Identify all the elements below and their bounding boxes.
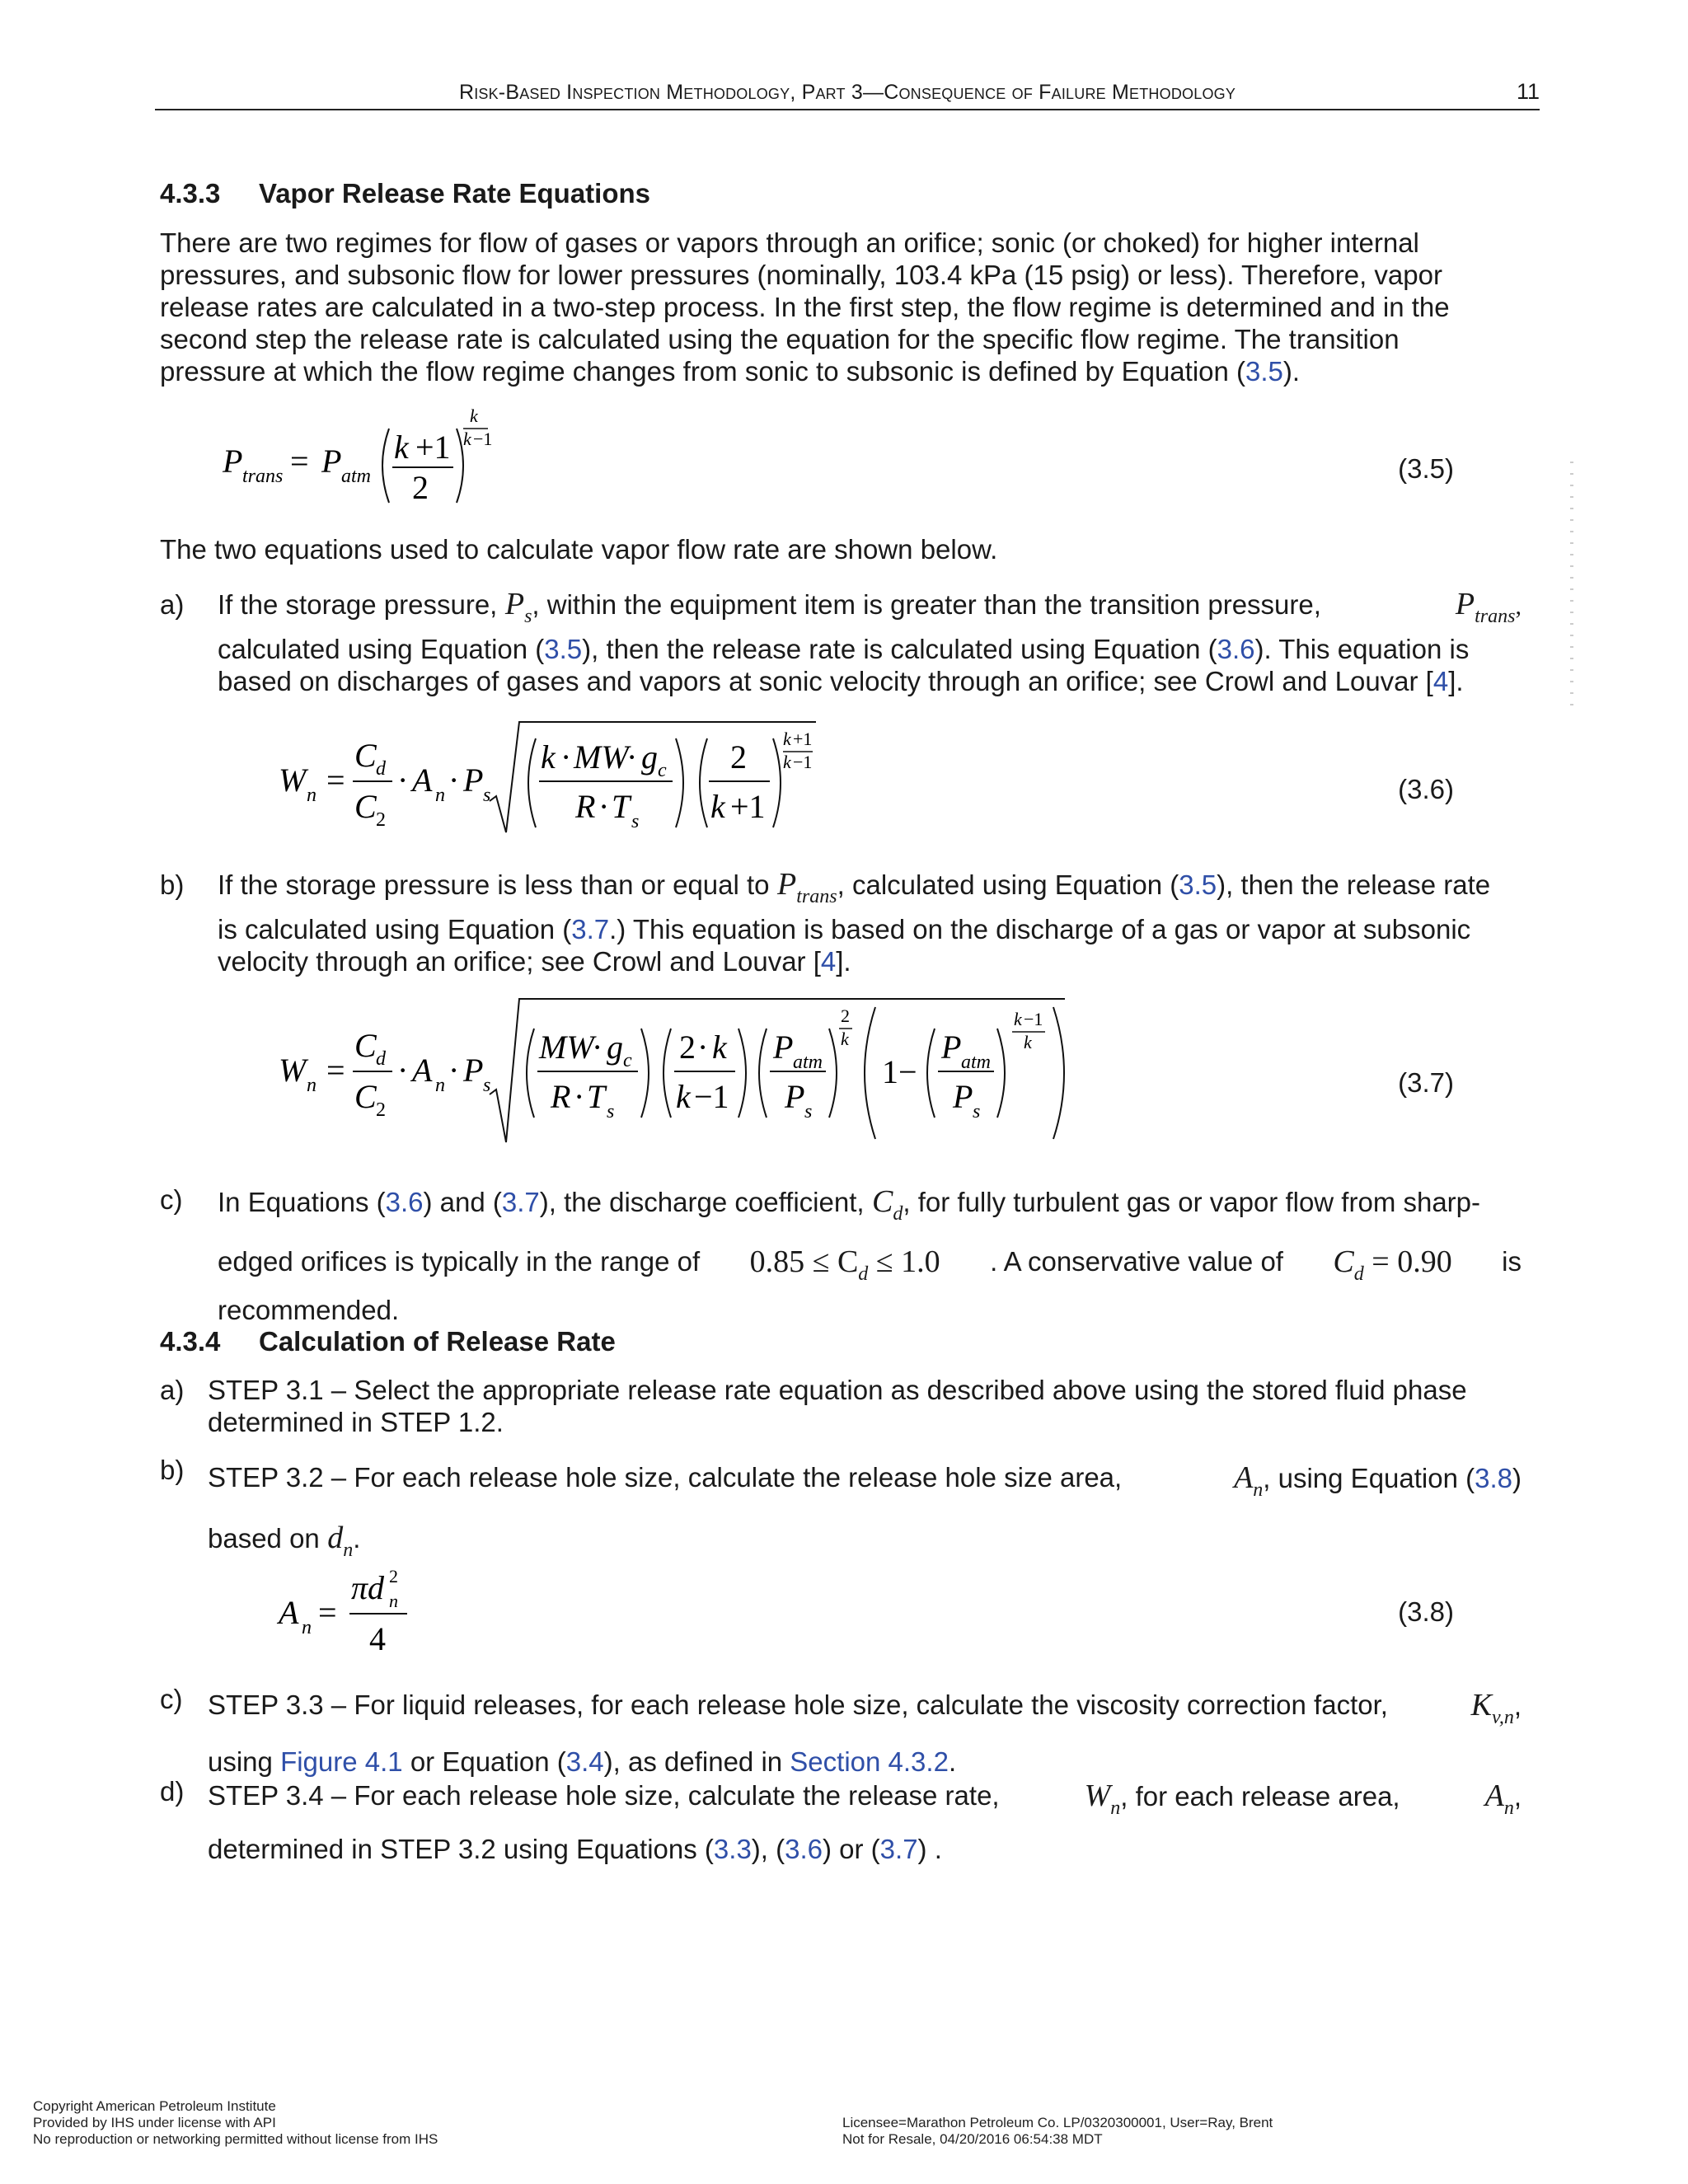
svg-text:P: P (463, 1052, 484, 1089)
equation-link[interactable]: 3.4 (565, 1746, 604, 1777)
svg-text:k: k (783, 752, 791, 772)
svg-text:n: n (302, 1617, 312, 1638)
svg-text:4: 4 (369, 1620, 386, 1657)
intro-paragraph: There are two regimes for flow of gases or vapors through an orifice; sonic (or choked) for higher internal pressures, and subsonic flow for lower pressures (nominally, 103.4 kPa (15 psig) or less). Therefore, vapor release rates are calculated in a two-step process. In the first step, the flow regime is determined and in the second step the release rate is calculated using the equation for the specific flow regime. The transition pressure at which the flow regime changes from sonic to subsonic is defined by Equation (3.5). (160, 227, 1522, 387)
svg-text:trans: trans (242, 466, 284, 487)
svg-text:s: s (804, 1101, 813, 1122)
equation-link[interactable]: 3.7 (501, 1187, 540, 1217)
svg-text:2: 2 (679, 1029, 696, 1066)
equation-3-8 (272, 1558, 437, 1665)
svg-text:+1: +1 (793, 729, 813, 749)
svg-text:·: · (592, 1029, 603, 1066)
item-c-text: In Equations (3.6) and (3.7), the discharge coefficient, $C_d$, for fully turbulent gas or vapor flow from sharp- edged orifices is typically in the range of $0.85 \le C_d \le 1.0$ . A conservative value of $C_d = 0.90$ is recommended. (218, 1184, 1522, 1325)
svg-text:P: P (463, 762, 484, 799)
equation-number-3-5: (3.5) (1398, 453, 1454, 484)
list-marker-c: c) (160, 1684, 183, 1714)
svg-text:−1: −1 (694, 1078, 729, 1115)
svg-text:atm: atm (793, 1052, 823, 1073)
svg-text:g: g (607, 1029, 623, 1066)
svg-text:C: C (354, 737, 377, 774)
svg-text:s: s (483, 785, 491, 806)
equation-number-3-7: (3.7) (1398, 1067, 1454, 1098)
paragraph-line: release rates are calculated in a two-step process. In the first step, the flow regime is determined and in the (160, 292, 1450, 322)
svg-text:·: · (697, 1029, 709, 1066)
coefficient-conservative: $C_d = 0.90$ (1333, 1244, 1452, 1285)
svg-text:d: d (376, 1048, 386, 1070)
svg-text:A: A (279, 1594, 299, 1631)
svg-text:s: s (631, 811, 640, 832)
svg-text:s: s (607, 1101, 615, 1122)
step-3-2-text: STEP 3.2 – For each release hole size, calculate the release hole size area, $A_n$, using Equation (3.8) based on $d_n$. (208, 1460, 1522, 1561)
svg-text:k: k (712, 1029, 727, 1066)
svg-text:R: R (575, 788, 596, 825)
section-heading-433 (160, 177, 650, 210)
equation-3-6 (272, 709, 832, 841)
svg-text:k: k (676, 1078, 691, 1115)
equation-link[interactable]: 3.8 (1475, 1463, 1512, 1493)
svg-text:2: 2 (376, 809, 386, 831)
svg-text:k: k (1014, 1009, 1022, 1029)
svg-text:1−: 1− (882, 1053, 917, 1090)
svg-text:k: k (841, 1029, 849, 1049)
paragraph-line: pressure at which the flow regime changes from sonic to subsonic is defined by Equation ( (160, 356, 1246, 387)
svg-text:n: n (389, 1591, 398, 1611)
equation-link[interactable]: 3.6 (1217, 634, 1255, 664)
step-3-1-text: STEP 3.1 – Select the appropriate release rate equation as described above using the stored fluid phase determined in STEP 1.2. (208, 1375, 1467, 1437)
svg-text:A: A (412, 762, 433, 799)
symbol-kvn: $K_{v,n}$ (1470, 1688, 1514, 1728)
svg-text:k: k (783, 729, 791, 749)
svg-text:P: P (773, 1029, 794, 1066)
svg-text:C: C (354, 788, 377, 825)
svg-text:πd: πd (351, 1569, 385, 1606)
svg-text:2: 2 (412, 469, 429, 506)
svg-text:s: s (973, 1101, 981, 1122)
svg-text:k: k (1024, 1032, 1032, 1052)
svg-text:n: n (307, 785, 316, 806)
svg-text:2: 2 (376, 1099, 386, 1121)
svg-text:W: W (279, 1052, 307, 1089)
svg-text:T: T (587, 1078, 606, 1115)
svg-text:P: P (785, 1078, 805, 1115)
svg-text:T: T (612, 788, 631, 825)
symbol-an: $A_n$ (1234, 1460, 1264, 1501)
citation-link[interactable]: 4 (1432, 666, 1449, 696)
symbol-an: $A_n$ (1484, 1779, 1514, 1819)
svg-text:MW: MW (539, 1029, 594, 1066)
svg-text:P: P (223, 443, 243, 480)
equation-3-5 (214, 404, 511, 511)
svg-text:MW: MW (574, 738, 629, 776)
item-a-text: If the storage pressure, $P_s$, within the equipment item is greater than the transition pressure, $P_{trans}$, calculated using Equation (3.5), then the release rate is calculated using Equation (3.6). This equation is based on discharges of gases and vapors at sonic velocity through an orifice; see Crowl and Louvar [4]. (218, 587, 1522, 696)
section-heading-434 (160, 1325, 616, 1358)
running-header (155, 79, 1540, 110)
svg-text:c: c (623, 1050, 632, 1071)
svg-text:k: k (470, 405, 478, 426)
list-marker-c: c) (160, 1184, 183, 1215)
list-marker-a: a) (160, 1375, 185, 1405)
svg-text:−1: −1 (1024, 1009, 1043, 1029)
symbol-ptrans: $P_{trans}$, (1455, 587, 1522, 627)
item-b-text: If the storage pressure is less than or equal to $P_{trans}$, calculated using Equation (3.5), then the release rate is calculated using Equation (3.7.) This equation is based on the discharge of a gas or vapor at subsonic velocity through an orifice; see Crowl and Louvar [4]. (218, 867, 1491, 977)
coefficient-range: $0.85 \le C_d \le 1.0$ (749, 1244, 940, 1285)
svg-text:+1: +1 (415, 429, 451, 466)
equation-3-7 (272, 989, 1080, 1150)
footer-copyright: Copyright American Petroleum Institute Provided by IHS under license with API No reproduction or networking permitted without license from IHS (33, 2098, 438, 2147)
equation-link[interactable]: 3.5 (544, 634, 583, 664)
svg-text:k: k (394, 429, 409, 466)
symbol-wn: $W_n$ (1084, 1779, 1121, 1819)
svg-text:·: · (598, 788, 610, 825)
paragraph-line: There are two regimes for flow of gases or vapors through an orifice; sonic (or choked) for higher internal (160, 227, 1419, 258)
svg-text:atm: atm (341, 466, 371, 487)
svg-text:W: W (279, 762, 307, 799)
running-header-title: Risk-Based Inspection Methodology, Part 3—Consequence of Failure Methodology (458, 81, 1236, 104)
list-marker-a: a) (160, 589, 185, 620)
equation-link[interactable]: 3.6 (385, 1187, 424, 1217)
svg-text:n: n (435, 785, 445, 806)
svg-text:n: n (307, 1075, 316, 1096)
figure-link[interactable]: Figure 4.1 (280, 1746, 403, 1777)
svg-text:2: 2 (730, 738, 747, 776)
equation-link[interactable]: 3.5 (1245, 356, 1283, 387)
svg-text:2: 2 (389, 1566, 398, 1586)
citation-link[interactable]: 4 (820, 946, 837, 977)
section-link[interactable]: Section 4.3.2 (790, 1746, 949, 1777)
equation-link[interactable]: 3.3 (713, 1834, 752, 1864)
svg-text:n: n (435, 1075, 445, 1096)
equations-intro: The two equations used to calculate vapor flow rate are shown below. (160, 534, 998, 565)
equation-number-3-6: (3.6) (1398, 774, 1454, 804)
equation-link[interactable]: 3.5 (1179, 869, 1217, 900)
step-3-4-text: STEP 3.4 – For each release hole size, calculate the release rate, $W_n$, for each release area, $A_n$, determined in STEP 3.2 using Equations (3.3), (3.6) or (3.7) . (208, 1779, 1522, 1864)
svg-text:=: = (326, 762, 345, 799)
symbol-dn: $d_n$ (319, 1521, 354, 1561)
svg-text:s: s (483, 1075, 491, 1096)
svg-text:=: = (326, 1052, 345, 1089)
equation-link[interactable]: 3.7 (879, 1834, 918, 1864)
svg-text:=: = (290, 443, 309, 480)
page-number: 11 (1516, 79, 1540, 104)
list-marker-b: b) (160, 869, 185, 900)
svg-text:C: C (354, 1078, 377, 1115)
svg-text:P: P (953, 1078, 973, 1115)
paragraph-line: pressures, and subsonic flow for lower pressures (nominally, 103.4 kPa (15 psig) or less). Therefore, vapor (160, 260, 1442, 290)
svg-text:c: c (658, 760, 667, 781)
svg-text:·: · (626, 738, 638, 776)
step-3-3-text: STEP 3.3 – For liquid releases, for each release hole size, calculate the viscosity correction factor, $K_{v,n}$, using Figure 4.1 or Equation (3.4), as defined in Section 4.3.2. (208, 1688, 1522, 1777)
symbol-ptrans: $P_{trans}$ (769, 867, 837, 907)
list-marker-b: b) (160, 1455, 185, 1485)
svg-text:k: k (710, 788, 725, 825)
svg-text:P: P (321, 443, 342, 480)
svg-text:·: · (574, 1078, 585, 1115)
section-title: Vapor Release Rate Equations (259, 178, 651, 209)
svg-text:d: d (376, 758, 386, 780)
svg-text:P: P (941, 1029, 962, 1066)
scan-artifact (1570, 462, 1573, 709)
equation-link[interactable]: 3.7 (571, 914, 610, 944)
svg-text:·: · (448, 762, 460, 799)
equation-number-3-8: (3.8) (1398, 1596, 1454, 1627)
section-number: 4.3.4 (160, 1326, 221, 1357)
symbol-ps: $P_s$ (497, 587, 532, 627)
svg-text:·: · (560, 738, 572, 776)
section-number: 4.3.3 (160, 178, 221, 209)
svg-text:atm: atm (961, 1052, 991, 1073)
symbol-cd: $C_d$ (864, 1184, 903, 1225)
svg-text:2: 2 (841, 1005, 850, 1026)
equation-link[interactable]: 3.6 (785, 1834, 823, 1864)
footer-license: Licensee=Marathon Petroleum Co. LP/0320300001, User=Ray, Brent Not for Resale, 04/20/2016 06:54:38 MDT (842, 2115, 1273, 2147)
svg-text:−1: −1 (793, 752, 813, 772)
svg-text:k: k (541, 738, 556, 776)
svg-text:−1: −1 (473, 429, 493, 449)
list-marker-d: d) (160, 1776, 185, 1807)
section-title: Calculation of Release Rate (259, 1326, 616, 1357)
svg-text:R: R (551, 1078, 571, 1115)
svg-text:A: A (412, 1052, 433, 1089)
paragraph-line: second step the release rate is calculated using the equation for the specific flow regime. The transition (160, 324, 1400, 354)
svg-text:=: = (318, 1594, 337, 1631)
svg-text:C: C (354, 1027, 377, 1064)
svg-text:·: · (448, 1052, 460, 1089)
svg-text:k: k (463, 429, 471, 449)
svg-text:·: · (397, 762, 409, 799)
svg-text:+1: +1 (730, 788, 766, 825)
svg-text:·: · (397, 1052, 409, 1089)
svg-text:g: g (641, 738, 658, 776)
